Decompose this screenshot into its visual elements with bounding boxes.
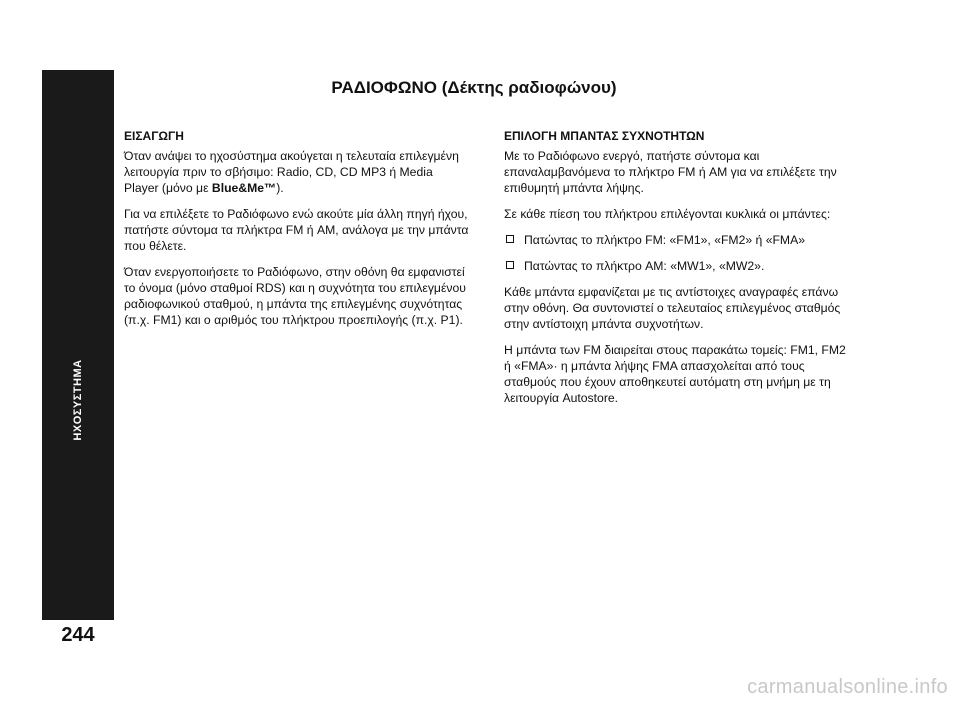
section-tab (42, 70, 114, 620)
band-paragraph-3: Κάθε μπάντα εμφανίζεται με τις αντίστοιχες αναγραφές επάνω στην οθόνη. Θα συντονιστεί ο τελευταίος επιλεγμένος σταθμός στην αντίστοιχη μπάντα συχνοτήτων. (504, 285, 841, 331)
intro-paragraph-1 (124, 148, 469, 196)
intro-p1-text: Όταν ανάψει το ηχοσύστημα ακούγεται η τελευταία επιλεγμένη λειτουργία πριν το σβήσιμο: Radio, CD, CD MP3 ή Media Player (μόνο με (124, 149, 459, 195)
intro-p1-end: ). (276, 181, 284, 195)
band-selection-heading: ΕΠΙΛΟΓΗ ΜΠΑΝΤΑΣ ΣΥΧΝΟΤΗΤΩΝ (504, 129, 705, 143)
bullet-item (504, 258, 849, 274)
band-paragraph-1: Με το Ραδιόφωνο ενεργό, πατήστε σύντομα και επαναλαμβανόμενα το πλήκτρο FM ή AM για να επιλέξετε την επιθυμητή μπάντα λήψης. (504, 149, 837, 195)
bullet-item (504, 232, 849, 248)
band-paragraph-2: Σε κάθε πίεση του πλήκτρου επιλέγονται κυκλικά οι μπάντες: (504, 207, 831, 221)
checkbox-bullet-icon (506, 235, 514, 243)
left-column (124, 128, 469, 338)
page-number: 244 (61, 624, 95, 646)
section-label: ΗΧΟΣΥΣΤΗΜΑ (72, 359, 84, 441)
bullet-text: Πατώντας το πλήκτρο FM: «FM1», «FM2» ή «FMA» (524, 233, 805, 247)
watermark: carmanualsonline.info (747, 676, 948, 698)
bullet-text: Πατώντας το πλήκτρο AM: «MW1», «MW2». (524, 259, 765, 273)
page-title: ΡΑΔΙΟΦΩΝΟ (Δέκτης ραδιοφώνου) (331, 78, 617, 97)
blueandme-brand: Blue&Me™ (211, 181, 277, 195)
right-column (504, 128, 849, 416)
checkbox-bullet-icon (506, 261, 514, 269)
band-paragraph-4: Η μπάντα των FM διαιρείται στους παρακάτω τομείς: FM1, FM2 ή «FMA»· η μπάντα λήψης FMA απασχολείται από τους σταθμούς που έχουν αποθηκευτεί αυτόματη στη μνήμη με τη λειτουργία Autostore. (504, 343, 846, 405)
intro-heading: ΕΙΣΑΓΩΓΗ (124, 129, 184, 143)
intro-paragraph-2: Για να επιλέξετε το Ραδιόφωνο ενώ ακούτε μία άλλη πηγή ήχου, πατήστε σύντομα τα πλήκτρα FM ή AM, ανάλογα με την μπάντα που θέλετε. (124, 207, 469, 253)
intro-paragraph-3: Όταν ενεργοποιήσετε το Ραδιόφωνο, στην οθόνη θα εμφανιστεί το όνομα (μόνο σταθμοί RDS) και η συχνότητα του επιλεγμένου ραδιοφωνικού σταθμού, η μπάντα της επιλεγμένης συχνότητας (π.χ. FM1) και ο αριθμός του πλήκτρου προεπιλογής (π.χ. P1). (124, 265, 466, 327)
page-content (114, 70, 960, 620)
